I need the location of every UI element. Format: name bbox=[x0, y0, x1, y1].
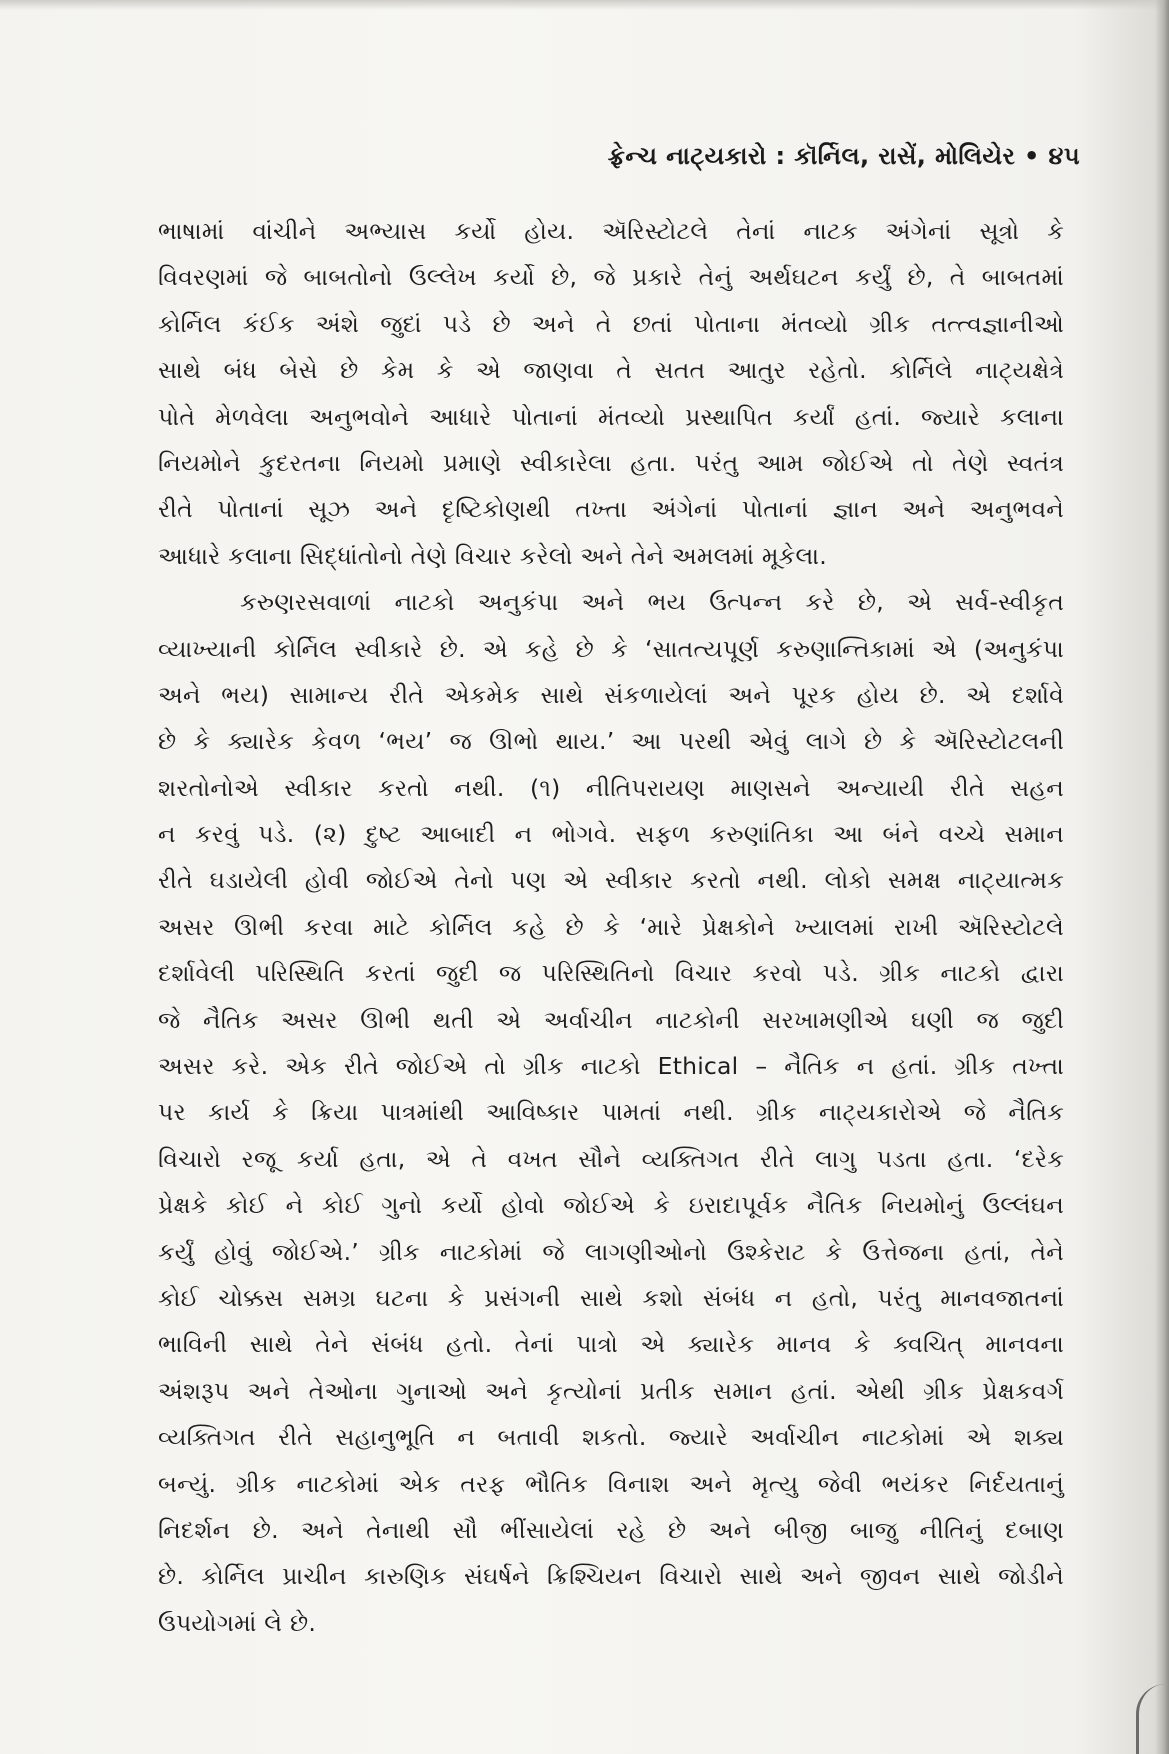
text-line: પર કાર્ય કે ક્રિયા પાત્રમાંથી આવિષ્કાર પામતાં નથી. ગ્રીક નાટ્યકારોએ જે નૈતિક bbox=[158, 1098, 1064, 1127]
text-line: શરતોનોએ સ્વીકાર કરતો નથી. (૧) નીતિપરાયણ માણસને અન્યાયી રીતે સહન bbox=[158, 773, 1064, 802]
page-curl bbox=[1136, 1684, 1169, 1754]
text-line: દર્શાવેલી પરિસ્થિતિ કરતાં જુદી જ પરિસ્થિતિનો વિચાર કરવો પડે. ગ્રીક નાટકો દ્વારા bbox=[158, 959, 1064, 988]
text-line: છે. કોર્નિલ પ્રાચીન કારુણિક સંઘર્ષને ક્રિશ્ચિયન વિચારો સાથે અને જીવન સાથે જોડીને bbox=[158, 1562, 1064, 1591]
running-title: ફ્રેન્ચ નાટ્યકારો : કૉર્નિલ, રાસેં, મોલિયેર bbox=[607, 142, 1016, 170]
text-line: અંશરૂપ અને તેઓના ગુનાઓ અને કૃત્યોનાં પ્રતીક સમાન હતાં. એથી ગ્રીક પ્રેક્ષકવર્ગ bbox=[158, 1376, 1064, 1405]
text-line: કોર્નિલ કંઈક અંશે જુદાં પડે છે અને તે છતાં પોતાના મંતવ્યો ગ્રીક તત્ત્વજ્ઞાનીઓ bbox=[158, 309, 1064, 338]
text-line: વિવરણમાં જે બાબતોનો ઉલ્લેખ કર્યો છે, જે પ્રકારે તેનું અર્થઘટન કર્યું છે, તે બાબતમાં bbox=[158, 263, 1064, 292]
text-line: પ્રેક્ષકે કોઈ ને કોઈ ગુનો કર્યો હોવો જોઈએ કે ઇરાદાપૂર્વક નૈતિક નિયમોનું ઉલ્લંઘન bbox=[158, 1191, 1064, 1220]
text-line: જે નૈતિક અસર ઊભી થતી એ અર્વાચીન નાટકોની સરખામણીએ ઘણી જ જુદી bbox=[158, 1005, 1064, 1034]
text-line: ન કરવું પડે. (૨) દુષ્ટ આબાદી ન ભોગવે. સફળ કરુણાંતિકા આ બંને વચ્ચે સમાન bbox=[158, 820, 1064, 849]
text-line: ભાવિની સાથે તેને સંબંધ હતો. તેનાં પાત્રો એ ક્યારેક માનવ કે ક્વચિત્ માનવના bbox=[158, 1330, 1064, 1359]
header-separator: • bbox=[1024, 142, 1040, 170]
text-line: ઉપયોગમાં લે છે. bbox=[158, 1608, 316, 1637]
text-line: અસર ઊભી કરવા માટે કોર્નિલ કહે છે કે ‘મારે પ્રેક્ષકોને ખ્યાલમાં રાખી ઍરિસ્ટોટલે bbox=[158, 912, 1064, 941]
text-line: રીતે પોતાનાં સૂઝ અને દૃષ્ટિકોણથી તખ્તા અંગેનાં પોતાનાં જ્ઞાન અને અનુભવને bbox=[158, 495, 1064, 524]
paragraph-2 bbox=[158, 579, 1064, 1646]
text-line: વિચારો રજૂ કર્યા હતા, એ તે વખત સૌને વ્યક્તિગત રીતે લાગુ પડતા હતા. ‘દરેક bbox=[158, 1144, 1064, 1173]
text-line: છે કે ક્યારેક કેવળ ‘ભય’ જ ઊભો થાય.’ આ પરથી એવું લાગે છે કે ઍરિસ્ટોટલની bbox=[158, 727, 1064, 756]
page-number: ૪૫ bbox=[1048, 142, 1080, 170]
page-top-shadow bbox=[0, 0, 1169, 10]
text-line: નિયમોને કુદરતના નિયમો પ્રમાણે સ્વીકારેલા હતા. પરંતુ આમ જોઈએ તો તેણે સ્વતંત્ર bbox=[158, 448, 1064, 477]
text-line: કરુણરસવાળાં નાટકો અનુકંપા અને ભય ઉત્પન્ન કરે છે, એ સર્વ-સ્વીકૃત bbox=[240, 588, 1064, 617]
text-line: રીતે ઘડાયેલી હોવી જોઈએ તેનો પણ એ સ્વીકાર કરતો નથી. લોકો સમક્ષ નાટ્યાત્મક bbox=[158, 866, 1064, 895]
page-gutter-edge bbox=[1155, 0, 1169, 1754]
text-line: વ્યાખ્યાની કોર્નિલ સ્વીકારે છે. એ કહે છે કે ‘સાતત્યપૂર્ણ કરુણાન્તિકામાં એ (અનુકંપા bbox=[158, 634, 1064, 663]
text-line: કર્યું હોવું જોઈએ.’ ગ્રીક નાટકોમાં જે લાગણીઓનો ઉશ્કેરાટ કે ઉત્તેજના હતાં, તેને bbox=[158, 1237, 1064, 1266]
text-line: અને ભય) સામાન્ય રીતે એકમેક સાથે સંકળાયેલાં અને પૂરક હોય છે. એ દર્શાવે bbox=[158, 680, 1064, 709]
text-line: વ્યક્તિગત રીતે સહાનુભૂતિ ન બતાવી શકતો. જ્યારે અર્વાચીન નાટકોમાં એ શક્ય bbox=[158, 1423, 1064, 1452]
text-line: અસર કરે. એક રીતે જોઈએ તો ગ્રીક નાટકો Ethical – નૈતિક ન હતાં. ગ્રીક તખ્તા bbox=[158, 1052, 1064, 1081]
text-line: સાથે બંધ બેસે છે કેમ કે એ જાણવા તે સતત આતુર રહેતો. કોર્નિલે નાટ્યક્ષેત્રે bbox=[158, 356, 1064, 385]
text-line: પોતે મેળવેલા અનુભવોને આધારે પોતાનાં મંતવ્યો પ્રસ્થાપિત કર્યાં હતાં. જ્યારે કલાના bbox=[158, 402, 1064, 431]
paragraph-1 bbox=[158, 208, 1064, 579]
text-line: કોઈ ચોક્કસ સમગ્ર ઘટના કે પ્રસંગની સાથે કશો સંબંધ ન હતો, પરંતુ માનવજાતનાં bbox=[158, 1283, 1064, 1312]
text-line: નિદર્શન છે. અને તેનાથી સૌ ભીંસાયેલાં રહે છે અને બીજી બાજુ નીતિનું દબાણ bbox=[158, 1515, 1064, 1544]
text-line: આધારે કલાના સિદ્ધાંતોનો તેણે વિચાર કરેલો અને તેને અમલમાં મૂકેલા. bbox=[158, 541, 827, 570]
running-header bbox=[150, 142, 1080, 170]
text-line: ભાષામાં વાંચીને અભ્યાસ કર્યો હોય. ઍરિસ્ટોટલે તેનાં નાટક અંગેનાં સૂત્રો કે bbox=[158, 217, 1064, 245]
text-line: બન્યું. ગ્રીક નાટકોમાં એક તરફ ભૌતિક વિનાશ અને મૃત્યુ જેવી ભયંકર નિર્દયતાનું bbox=[158, 1469, 1064, 1498]
body-text bbox=[158, 208, 1064, 1646]
